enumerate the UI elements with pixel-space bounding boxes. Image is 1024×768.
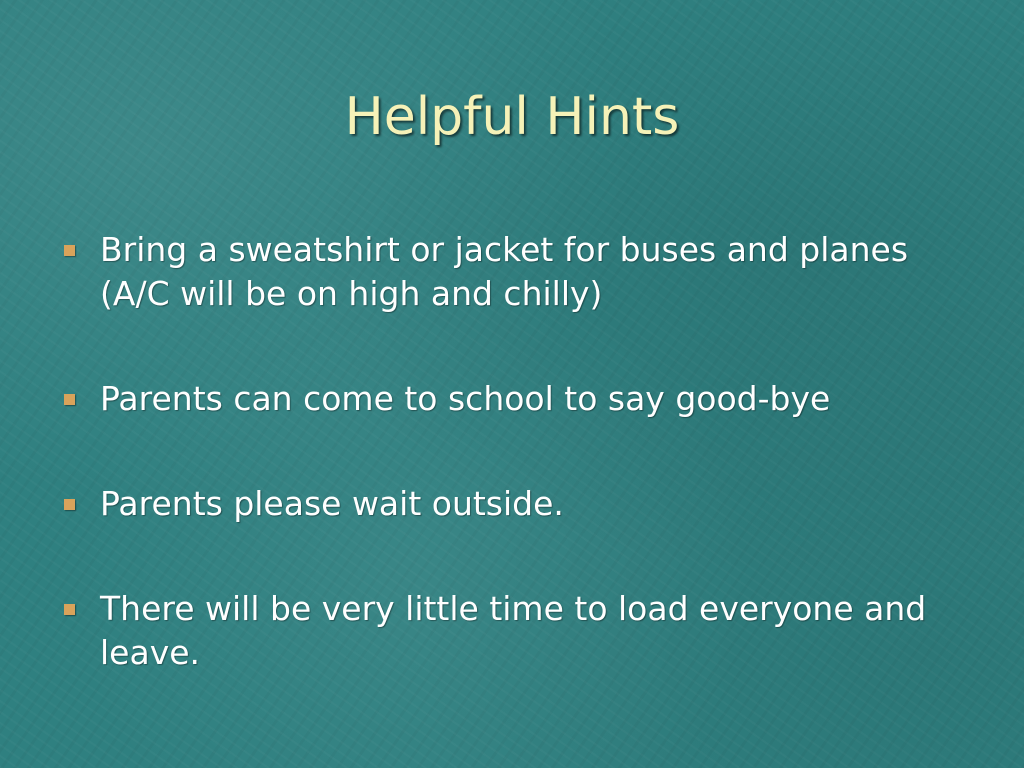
bullet-text: Bring a sweatshirt or jacket for buses and planes (A/C will be on high and chilly) — [100, 230, 909, 313]
list-item — [64, 587, 974, 675]
bullet-text: There will be very little time to load everyone and leave. — [100, 589, 927, 672]
square-bullet-icon — [64, 394, 75, 405]
bullet-list — [64, 228, 974, 736]
square-bullet-icon — [64, 499, 75, 510]
square-bullet-icon — [64, 245, 75, 256]
list-item — [64, 482, 974, 526]
bullet-text: Parents can come to school to say good-bye — [100, 379, 831, 418]
list-item — [64, 228, 974, 316]
square-bullet-icon — [64, 604, 75, 615]
list-item — [64, 377, 974, 421]
slide-title: Helpful Hints — [344, 87, 680, 147]
bullet-text: Parents please wait outside. — [100, 484, 564, 523]
